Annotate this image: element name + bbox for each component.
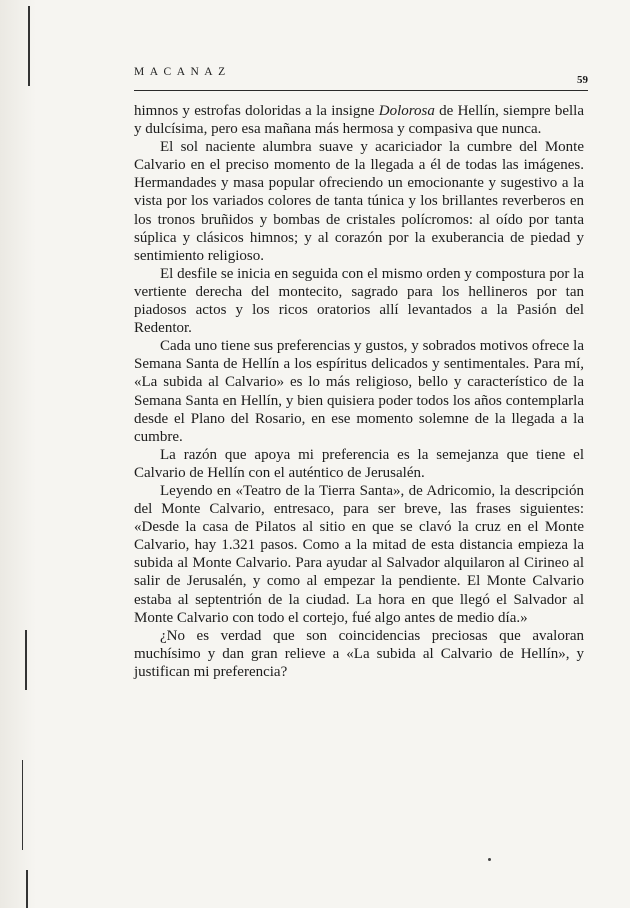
paragraph: La razón que apoya mi preferencia es la semejanza que tiene el Calvario de Hellín con el auténtico de Jerusalén. bbox=[134, 446, 584, 481]
scan-edge-mark bbox=[28, 6, 30, 86]
running-head: MACANAZ bbox=[134, 66, 231, 78]
emphasized-text: Dolorosa bbox=[378, 103, 435, 119]
scan-edge-mark bbox=[25, 630, 27, 690]
scan-edge-mark bbox=[26, 870, 28, 908]
body-text bbox=[134, 102, 584, 681]
paragraph: Leyendo en «Teatro de la Tierra Santa», de Adricomio, la descripción del Monte Calvario, entresaco, para ser breve, las frases siguientes: «Desde la casa de Pilatos al sitio en que se clavó la cruz en el Monte Calvario, hay 1.321 pasos. Como a la mitad de esta distancia empieza la subida al Monte Calvario. Para ayudar al Salvador alquilaron al Cirineo al salir de Jerusalén, y como al empezar la pendiente. El Monte Calvario estaba al septentrión de la ciudad. La hora en que llegó el Salvador al Monte Calvario con todo el cortejo, fué algo antes de medio día.» bbox=[134, 482, 584, 626]
paragraph bbox=[134, 102, 584, 138]
text-segment: himnos y estrofas doloridas a la insigne bbox=[134, 103, 379, 119]
paragraph: El sol naciente alumbra suave y acariciador la cumbre del Monte Calvario en el preciso momento de la llegada a él de todas las imágenes. Hermandades y masa popular ofreciendo un emocionante y sugestivo a la vista por los variados colores de tanta túnica y los brillantes reverberos en los tronos bruñidos y bombas de cristales polícromos: al oído por tanta súplica y clásicos himnos; y al corazón por la exuberancia de piedad y sentimiento religioso. bbox=[134, 139, 584, 264]
page-number: 59 bbox=[577, 74, 588, 86]
page-header bbox=[134, 66, 588, 91]
paragraph: ¿No es verdad que son coincidencias preciosas que avaloran muchísimo y dan gran relieve a «La subida al Calvario de Hellín», y justifican mi preferencia? bbox=[134, 627, 584, 680]
scan-margin bbox=[0, 0, 36, 908]
paragraph: Cada uno tiene sus preferencias y gustos, y sobrados motivos ofrece la Semana Santa de Hellín a los espíritus delicados y sentimentales. Para mí, «La subida al Calvario» es lo más religioso, bello y característico de la Semana Santa en Hellín, y bien quisiera poder todos los años contemplarla desde el Plano del Rosario, en ese momento solemne de la llegada a la cumbre. bbox=[134, 338, 584, 445]
scan-speck bbox=[488, 858, 491, 861]
text-segment: de Hellín, siempre bella y dulcísima, pero esa mañana más hermosa y compasiva que nunca. bbox=[134, 103, 584, 138]
scan-edge-mark bbox=[22, 760, 23, 850]
paragraph: El desfile se inicia en seguida con el mismo orden y compostura por la vertiente derecha del montecito, sagrado para los hellineros por tan piadosos actos y los ricos oratorios allí levantados a la Pasión del Redentor. bbox=[134, 265, 584, 337]
